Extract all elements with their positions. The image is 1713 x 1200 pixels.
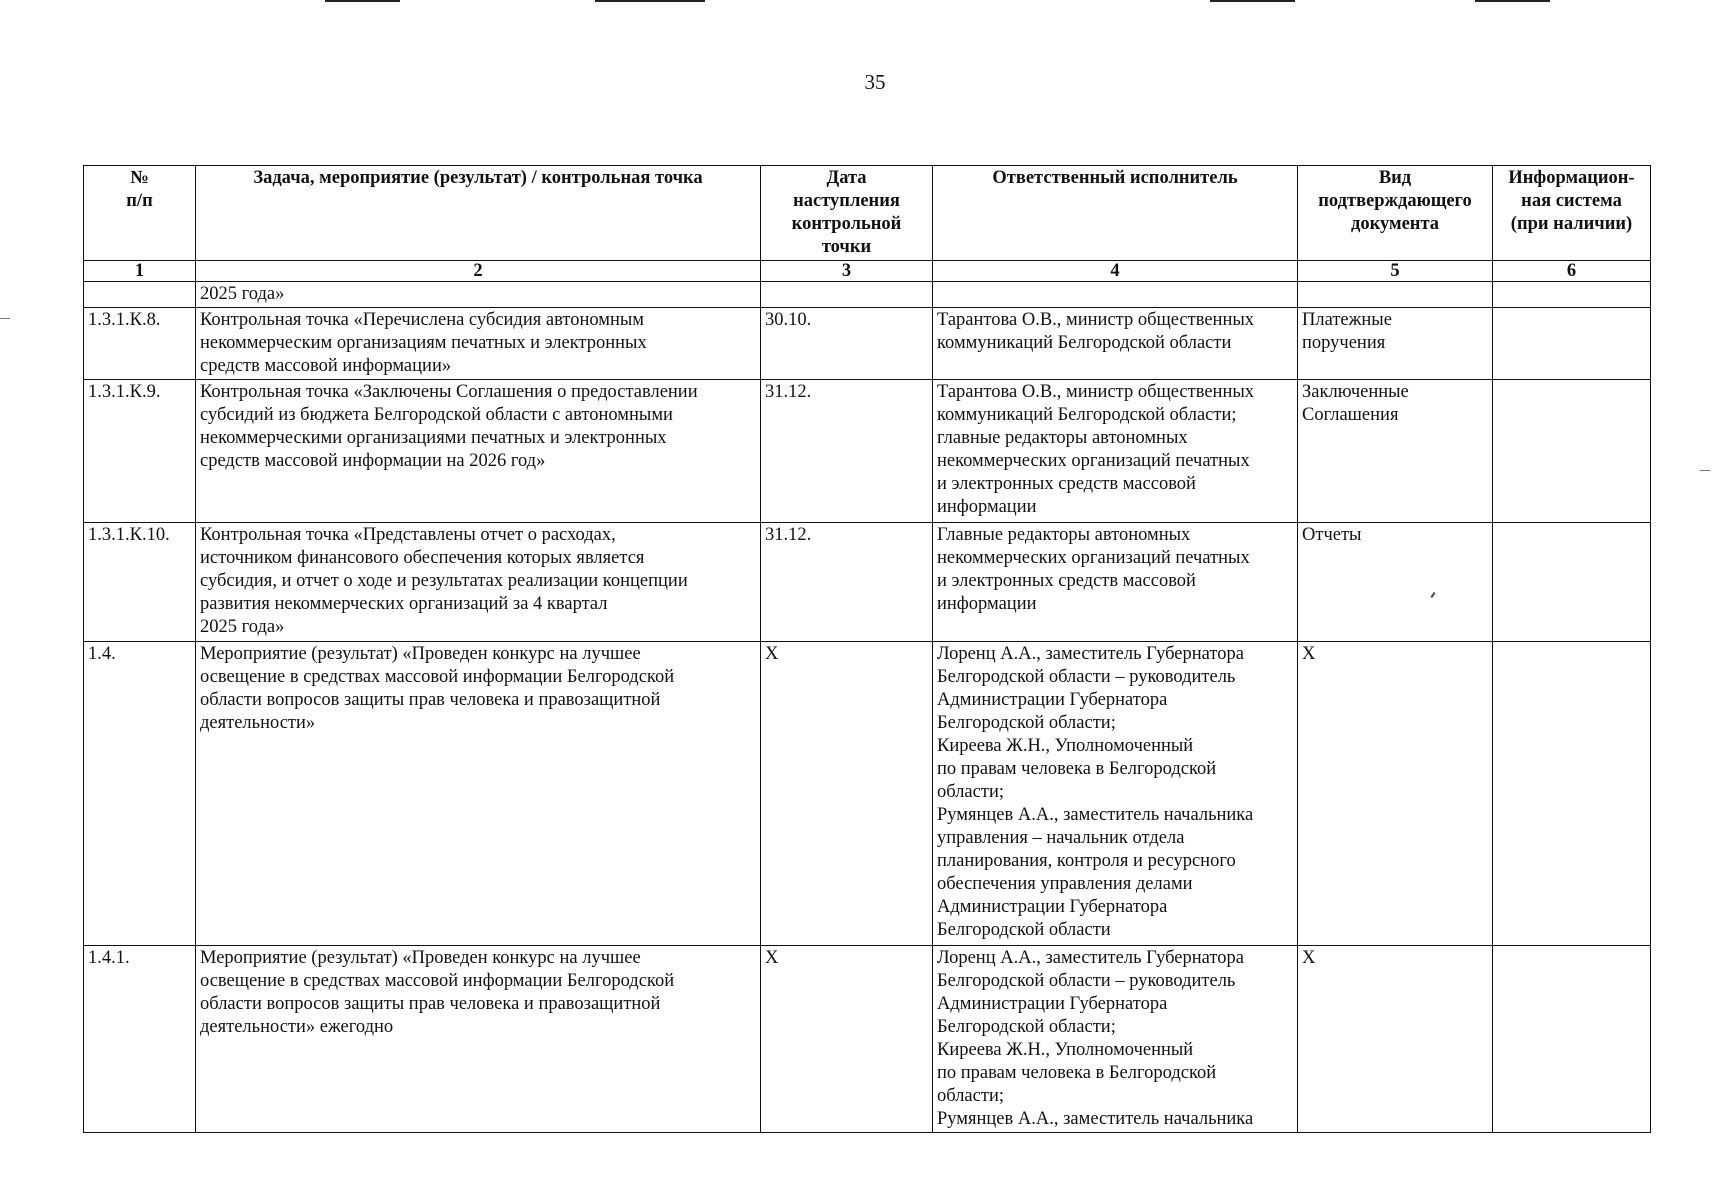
row-info-system (1493, 946, 1651, 1133)
row-task: Контрольная точка «Заключены Соглашения о предоставлении субсидий из бюджета Белгородской области с автономными некоммерческими организациями печатных и электронных средств массовой информации на 2026 год» (196, 380, 761, 523)
column-number-row (84, 261, 1651, 282)
header-task: Задача, мероприятие (результат) / контрольная точка (196, 166, 761, 261)
column-number-6: 6 (1493, 261, 1651, 282)
row-document-type: Платежные поручения (1298, 308, 1493, 380)
row-number: 1.3.1.К.8. (84, 308, 196, 380)
row-info-system (1493, 308, 1651, 380)
header-number: № п/п (84, 166, 196, 261)
scan-edge-line (595, 0, 705, 2)
column-number-2: 2 (196, 261, 761, 282)
column-number-3: 3 (761, 261, 933, 282)
page-number: 35 (864, 70, 886, 94)
table-body (84, 282, 1651, 1133)
row-date (761, 282, 933, 308)
row-date: Х (761, 946, 933, 1133)
table-row (84, 523, 1651, 642)
row-executor: Главные редакторы автономных некоммерческих организаций печатных и электронных средств массовой информации (933, 523, 1298, 642)
header-executor: Ответственный исполнитель (933, 166, 1298, 261)
header-info-system: Информацион- ная система (при наличии) (1493, 166, 1651, 261)
table-row (84, 946, 1651, 1133)
scan-edge-line (325, 0, 400, 2)
row-number: 1.4.1. (84, 946, 196, 1133)
scan-gutter-mark (1700, 470, 1710, 471)
row-document-type: Х (1298, 946, 1493, 1133)
row-number: 1.3.1.К.9. (84, 380, 196, 523)
row-number: 1.4. (84, 642, 196, 946)
scan-gutter-mark (0, 318, 10, 319)
row-document-type: Х (1298, 642, 1493, 946)
row-info-system (1493, 523, 1651, 642)
row-task: Контрольная точка «Перечислена субсидия автономным некоммерческим организациям печатных и электронных средств массовой информации» (196, 308, 761, 380)
row-document-type: Заключенные Соглашения (1298, 380, 1493, 523)
row-task: Мероприятие (результат) «Проведен конкурс на лучшее освещение в средствах массовой информации Белгородской области вопросов защиты прав человека и правозащитной деятельности» (196, 642, 761, 946)
row-number (84, 282, 196, 308)
row-date: 30.10. (761, 308, 933, 380)
header-document-type: Вид подтверждающего документа (1298, 166, 1493, 261)
column-number-4: 4 (933, 261, 1298, 282)
header-row (84, 166, 1651, 261)
row-executor: Лоренц А.А., заместитель Губернатора Белгородской области – руководитель Администрации Губернатора Белгородской области; Киреева Ж.Н., Уполномоченный по правам человека в Белгородской области; Румянцев А.А., заместитель начальника (933, 946, 1298, 1133)
row-task: 2025 года» (196, 282, 761, 308)
plan-table (83, 165, 1651, 1133)
row-document-type: Отчеты (1298, 523, 1493, 642)
row-date: 31.12. (761, 380, 933, 523)
table-row (84, 308, 1651, 380)
row-date: Х (761, 642, 933, 946)
row-date: 31.12. (761, 523, 933, 642)
row-executor: Тарантова О.В., министр общественных коммуникаций Белгородской области; главные редакторы автономных некоммерческих организаций печатных и электронных средств массовой информации (933, 380, 1298, 523)
column-number-1: 1 (84, 261, 196, 282)
header-date: Дата наступления контрольной точки (761, 166, 933, 261)
row-task: Мероприятие (результат) «Проведен конкурс на лучшее освещение в средствах массовой информации Белгородской области вопросов защиты прав человека и правозащитной деятельности» ежегодно (196, 946, 761, 1133)
column-number-5: 5 (1298, 261, 1493, 282)
table-row (84, 282, 1651, 308)
row-executor: Тарантова О.В., министр общественных коммуникаций Белгородской области (933, 308, 1298, 380)
row-info-system (1493, 642, 1651, 946)
row-executor: Лоренц А.А., заместитель Губернатора Белгородской области – руководитель Администрации Губернатора Белгородской области; Киреева Ж.Н., Уполномоченный по правам человека в Белгородской области; Румянцев А.А., заместитель начальника управления – начальник отдела планирования, контроля и ресурсного обеспечения управления делами Администрации Губернатора Белгородской области (933, 642, 1298, 946)
scan-edge-line (1210, 0, 1295, 2)
row-executor (933, 282, 1298, 308)
table-row (84, 642, 1651, 946)
table-row (84, 380, 1651, 523)
row-document-type (1298, 282, 1493, 308)
row-info-system (1493, 380, 1651, 523)
row-task: Контрольная точка «Представлены отчет о расходах, источником финансового обеспечения которых является субсидия, и отчет о ходе и результатах реализации концепции развития некоммерческих организаций за 4 квартал 2025 года» (196, 523, 761, 642)
row-number: 1.3.1.К.10. (84, 523, 196, 642)
row-info-system (1493, 282, 1651, 308)
scan-edge-line (1475, 0, 1550, 2)
